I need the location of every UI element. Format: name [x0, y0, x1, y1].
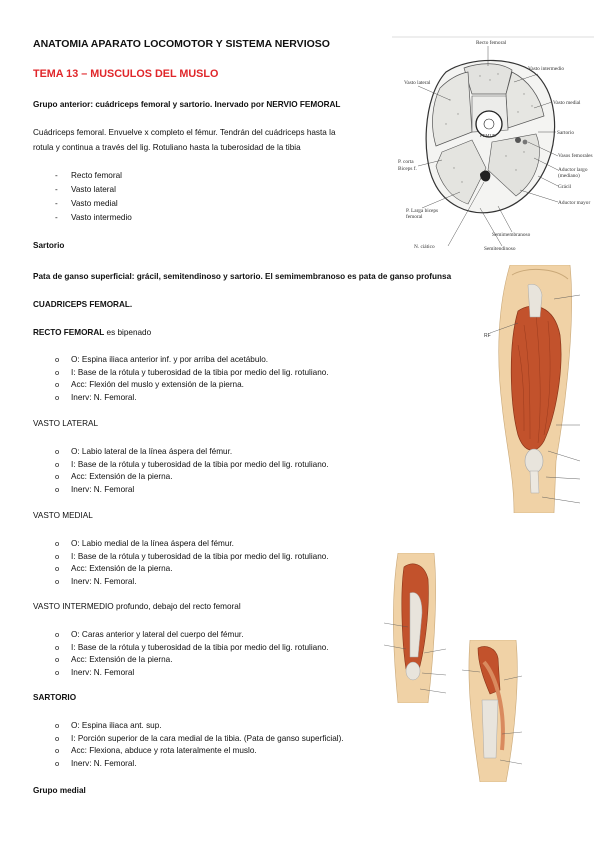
recto-femoral-name: RECTO FEMORAL	[33, 328, 105, 337]
label-aductor-mayor: Aductor mayor	[558, 200, 591, 206]
rectus-femoris-leg-figure	[484, 265, 580, 513]
list-item: o Acc: Extensión de la pierna.	[33, 471, 329, 484]
label-femur: FEMUR	[480, 133, 496, 138]
vasto-intermedio-heading: VASTO INTERMEDIO profundo, debajo del recto femoral	[33, 602, 241, 611]
label-biceps-f: Biceps f.	[398, 166, 417, 172]
label-vasos-femorales: Vasos femorales	[558, 153, 593, 159]
list-item: o Acc: Extensión de la pierna.	[33, 654, 329, 667]
cuadriceps-parts-list	[33, 170, 132, 226]
vasto-lateral-list	[33, 446, 329, 496]
vasto-medial-list	[33, 538, 329, 588]
label-femoral: femoral	[406, 214, 423, 220]
label-p-corta: P. corta	[398, 159, 414, 165]
sartorio-heading: SARTORIO	[33, 693, 77, 702]
document-title: ANATOMIA APARATO LOCOMOTOR Y SISTEMA NERVIOSO	[33, 38, 330, 50]
list-item: - Vasto intermedio	[33, 212, 132, 226]
thigh-cross-section-figure	[388, 36, 596, 254]
grupo-anterior-paragraph: Grupo anterior: cuádriceps femoral y sartorio. Inervado por NERVIO FEMORAL	[33, 100, 341, 109]
pata-ganso-paragraph: Pata de ganso superficial: grácil, semitendinoso y sartorio. El semimembranoso es pata de ganso profunsa	[33, 272, 452, 281]
label-p-larga-biceps: P. Larga biceps	[406, 208, 439, 214]
list-item: o Acc: Flexiona, abduce y rota lateralmente el muslo.	[33, 745, 344, 758]
list-item: o Acc: Extensión de la pierna.	[33, 563, 329, 576]
list-item: o Inerv: N. Femoral.	[33, 758, 344, 771]
list-item: o Inerv: N. Femoral	[33, 484, 329, 497]
label-n-ciatico: N. ciático	[414, 244, 435, 250]
grupo-medial-heading: Grupo medial	[33, 786, 86, 795]
list-item: o O: Labio medial de la línea áspera del fémur.	[33, 538, 329, 551]
list-item: o Inerv: N. Femoral.	[33, 392, 329, 405]
tema-heading: TEMA 13 – MUSCULOS DEL MUSLO	[33, 68, 219, 80]
sartorio-label: Sartorio	[33, 241, 65, 250]
list-item: o O: Espina iliaca anterior inf. y por arriba del acetábulo.	[33, 354, 329, 367]
list-item: o O: Labio lateral de la línea áspera del fémur.	[33, 446, 329, 459]
vastus-intermedius-leg-figure	[384, 553, 446, 703]
label-gracil: Grácil	[558, 184, 572, 190]
list-item: - Vasto lateral	[33, 184, 132, 198]
label-aductor-largo-sub: (mediano)	[558, 173, 580, 179]
vasto-medial-heading: VASTO MEDIAL	[33, 511, 93, 520]
cuadriceps-intro-line2: rotula y continua a través del lig. Rotuliano hasta la tuberosidad de la tibia	[33, 143, 301, 152]
label-vasto-lateral: Vasto lateral	[404, 80, 431, 86]
vasto-lateral-heading: VASTO LATERAL	[33, 419, 99, 428]
cuadriceps-intro-line1: Cuádriceps femoral. Envuelve x completo el fémur. Tendrán del cuádriceps hasta la	[33, 128, 336, 137]
list-item: o I: Porción superior de la cara medial de la tibia. (Pata de ganso superficial).	[33, 733, 344, 746]
list-item: o Acc: Flexión del muslo y extensión de la pierna.	[33, 379, 329, 392]
list-item: o Inerv: N. Femoral	[33, 667, 329, 680]
recto-femoral-note: es bipenado	[104, 328, 152, 337]
recto-femoral-heading	[33, 327, 151, 338]
list-item: o I: Base de la rótula y tuberosidad de la tibia por medio del lig. rotuliano.	[33, 367, 329, 380]
cuadriceps-section-heading: CUADRICEPS FEMORAL.	[33, 300, 133, 309]
label-aductor-largo: Aductor largo	[558, 167, 588, 173]
list-item: o I: Base de la rótula y tuberosidad de la tibia por medio del lig. rotuliano.	[33, 642, 329, 655]
list-item: o O: Espina iliaca ant. sup.	[33, 720, 344, 733]
label-semitendinoso: Semitendinoso	[484, 246, 516, 252]
label-vasto-medial: Vasto medial	[553, 100, 581, 106]
sartorio-list	[33, 720, 344, 770]
list-item: o I: Base de la rótula y tuberosidad de la tibia por medio del lig. rotuliano.	[33, 551, 329, 564]
list-item: o O: Caras anterior y lateral del cuerpo del fémur.	[33, 629, 329, 642]
list-item: o Inerv: N. Femoral.	[33, 576, 329, 589]
label-rf: RF	[484, 333, 491, 339]
label-sartorio: Sartorio	[557, 130, 575, 136]
list-item: - Vasto medial	[33, 198, 132, 212]
label-vasto-intermedio: Vasto intermedio	[528, 66, 565, 72]
list-item: o I: Base de la rótula y tuberosidad de la tibia por medio del lig. rotuliano.	[33, 459, 329, 472]
label-semimembranoso: Semimembranoso	[492, 232, 531, 238]
recto-femoral-list	[33, 354, 329, 404]
vasto-intermedio-list	[33, 629, 329, 679]
sartorius-leg-figure	[462, 640, 522, 782]
list-item: - Recto femoral	[33, 170, 132, 184]
label-recto-femoral: Recto femoral	[476, 40, 507, 46]
